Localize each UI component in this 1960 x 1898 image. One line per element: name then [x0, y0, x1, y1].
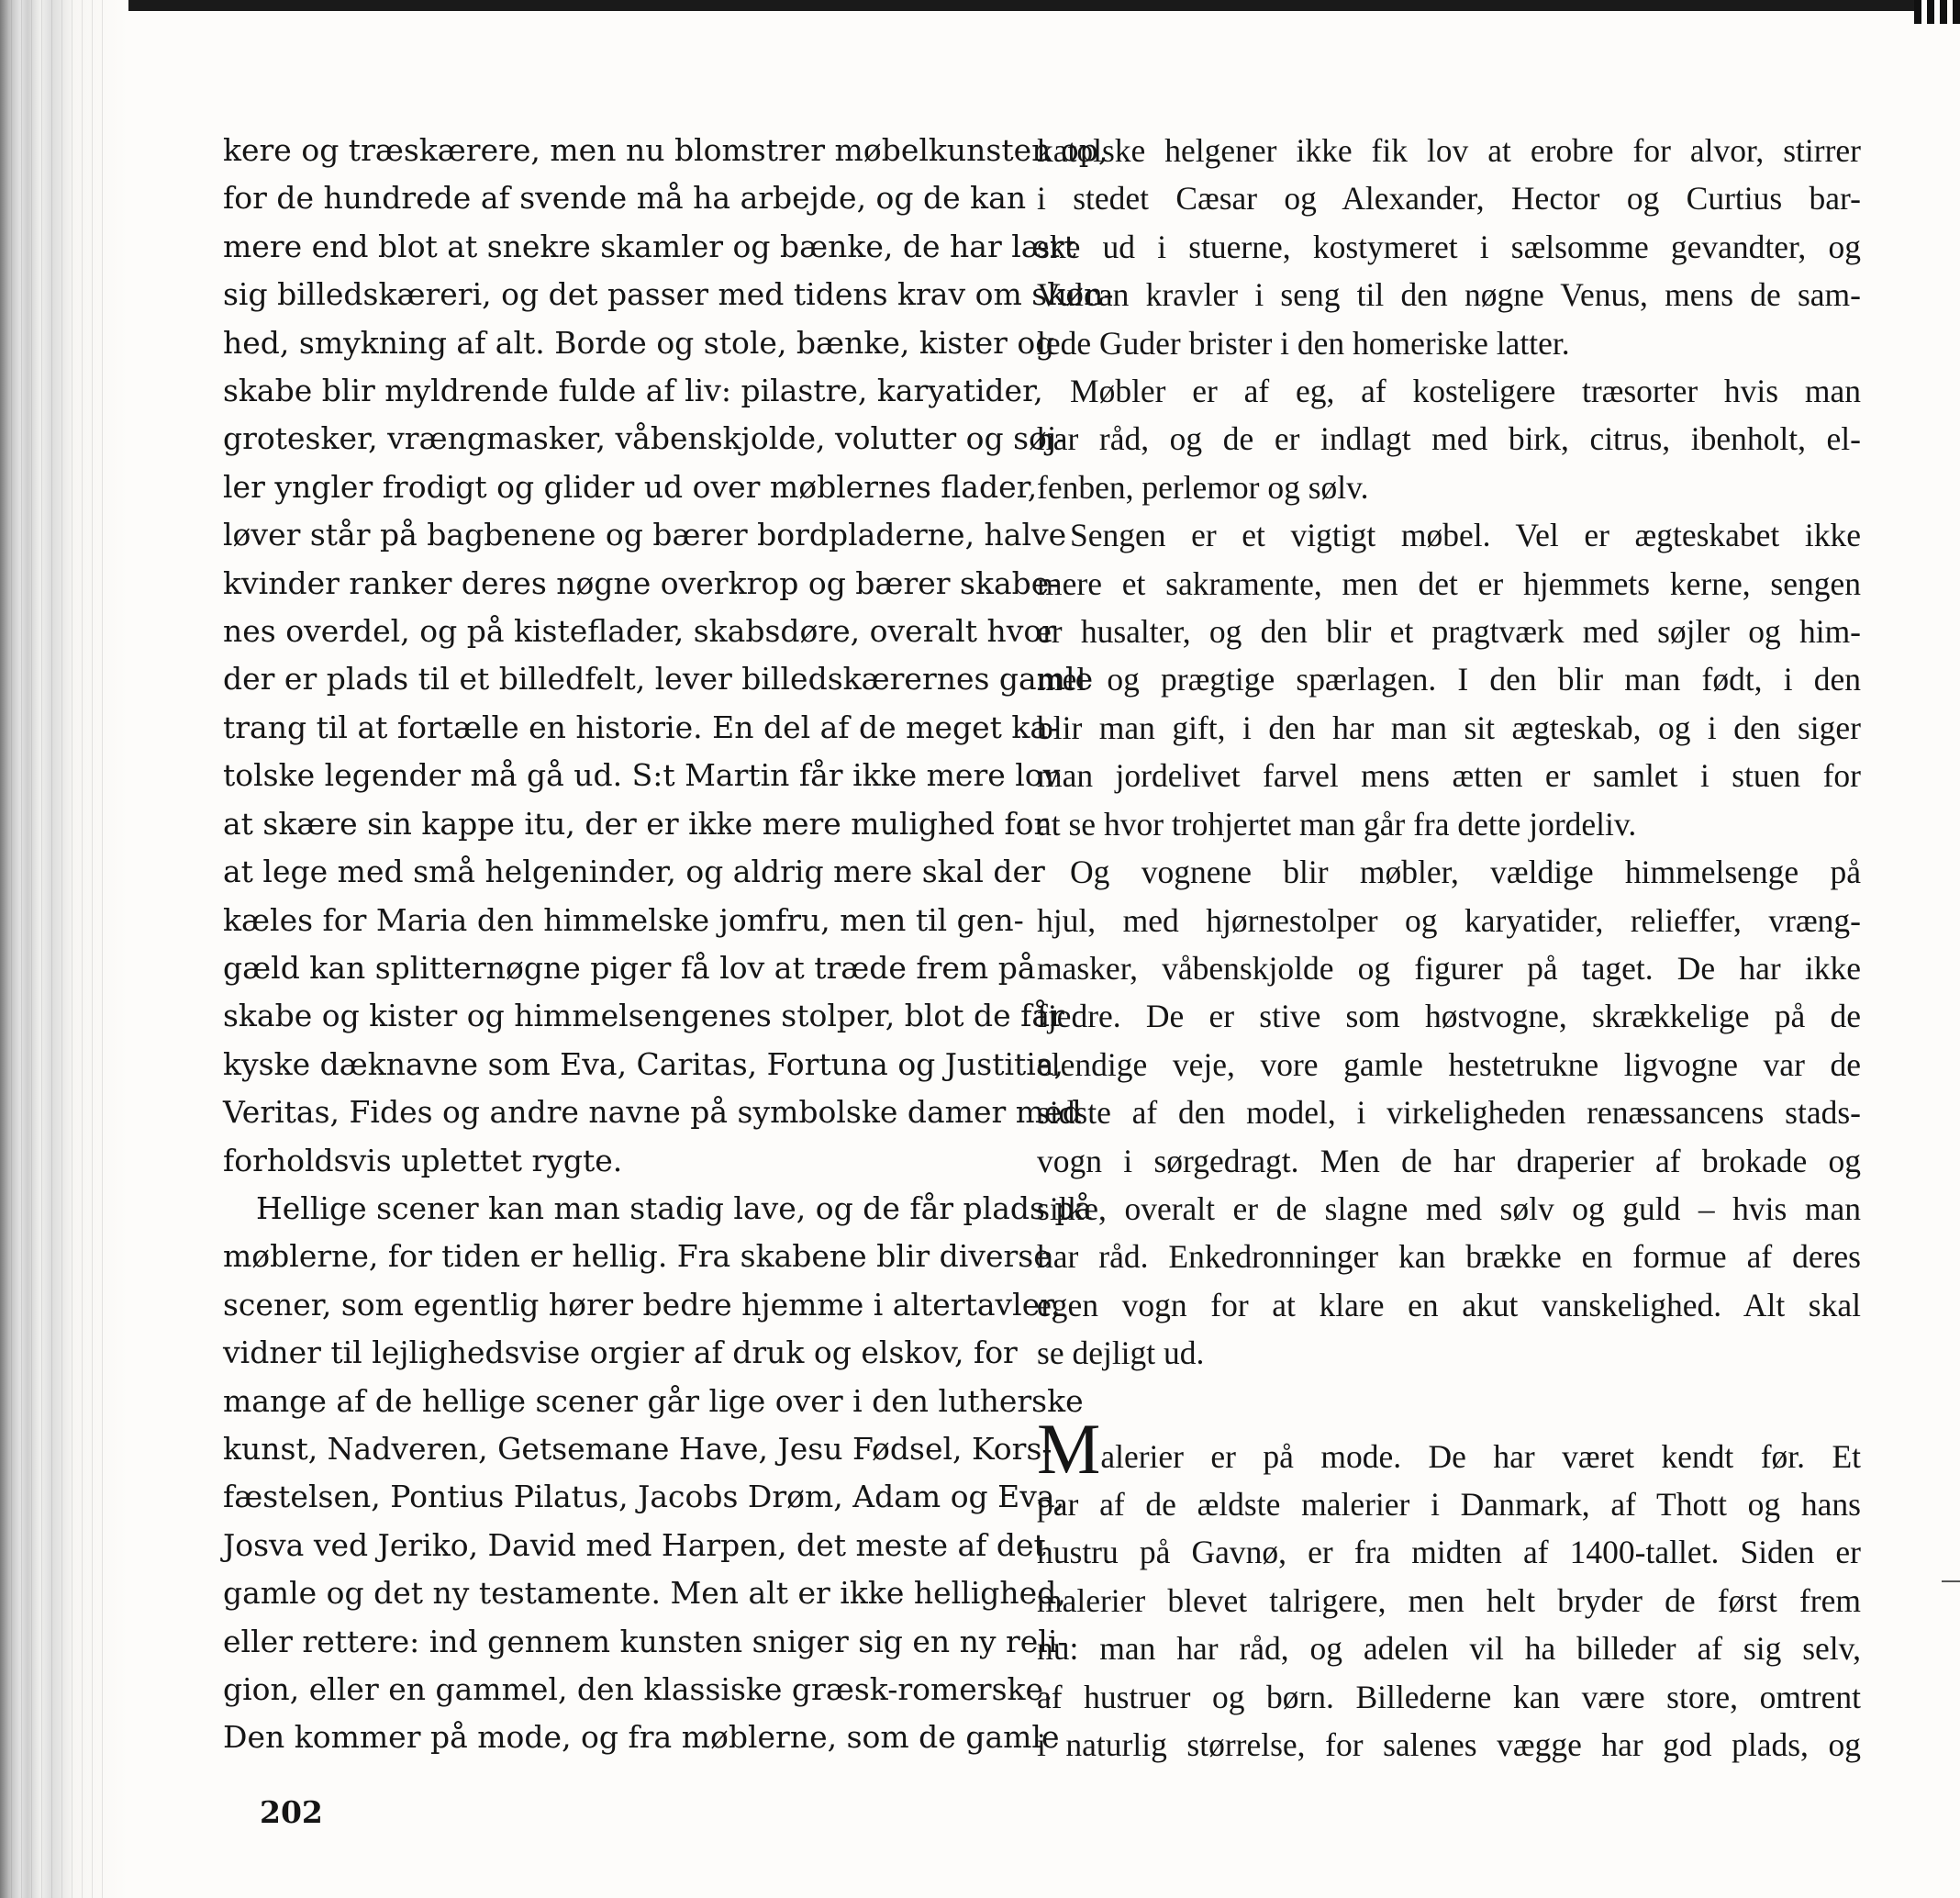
- text-line: i naturlig størrelse, for salenes vægge har god plads, og: [1037, 1726, 1861, 1763]
- text-line: masker, våbenskjolde og figurer på taget. De har ikke: [1037, 949, 1861, 987]
- page-top-edge: [0, 0, 1960, 11]
- text-line: kunst, Nadveren, Getsemane Have, Jesu Fødsel, Kors-: [223, 1430, 1052, 1467]
- page-number: 202: [260, 1794, 323, 1830]
- text-line: sidste af den model, i virkeligheden renæssancens stads-: [1037, 1094, 1861, 1132]
- text-line: gæld kan splitternøgne piger få lov at træde frem på: [223, 949, 1036, 986]
- text-line: vogn i sørgedragt. Men de har draperier af brokade og: [1037, 1142, 1861, 1179]
- right-text-column: [1037, 127, 1861, 1769]
- page-stack-lines: [11, 0, 112, 1898]
- text-line: par af de ældste malerier i Danmark, af Thott og hans: [1037, 1485, 1861, 1523]
- text-line: er husalter, og den blir et pragtværk med søjler og him-: [1037, 613, 1861, 651]
- text-line: egen vogn for at klare en akut vanskelighed. Alt skal: [1037, 1286, 1861, 1323]
- margin-mark: [1942, 1580, 1960, 1582]
- text-line: ske ud i stuerne, kostymeret i sælsomme gevandter, og: [1037, 228, 1861, 265]
- left-paragraph-1: [223, 127, 1114, 1185]
- text-line: eller rettere: ind gennem kunsten sniger sig en ny reli-: [223, 1623, 1068, 1659]
- text-line: trang til at fortælle en historie. En del af de meget ka-: [223, 709, 1059, 745]
- text-line: har råd, og de er indlagt med birk, citrus, ibenholt, el-: [1037, 420, 1861, 458]
- text-line: Vulcan kravler i seng til den nøgne Venus, mens de sam-: [1037, 276, 1861, 314]
- text-line: forholdsvis uplettet rygte.: [223, 1142, 623, 1178]
- left-text-column: [223, 127, 1114, 1762]
- text-line: hjul, med hjørnestolper og karyatider, relieffer, vræng-: [1037, 901, 1861, 939]
- text-line: Josva ved Jeriko, David med Harpen, det meste af det: [223, 1526, 1046, 1563]
- text-line: Sengen er et vigtigt møbel. Vel er ægteskabet ikke: [1070, 517, 1861, 554]
- text-line: gamle og det ny testamente. Men alt er ikke hellighed,: [223, 1575, 1066, 1612]
- section-malerier: [1037, 1408, 1861, 1770]
- right-paragraph-1: [1037, 127, 1861, 367]
- text-line: Hellige scener kan man stadig lave, og de får plads på: [256, 1189, 1093, 1226]
- text-line: vidner til lejlighedsvise orgier af druk og elskov, for: [223, 1334, 1018, 1371]
- text-line: Og vognene blir møbler, vældige himmelsenge på: [1070, 854, 1861, 891]
- text-line: malerier blevet talrigere, men helt bryder de først frem: [1037, 1581, 1861, 1619]
- text-line: kvinder ranker deres nøgne overkrop og bærer skabe-: [223, 564, 1060, 601]
- text-line: Den kommer på mode, og fra møblerne, som de gamle: [223, 1719, 1060, 1756]
- text-line: skabe blir myldrende fulde af liv: pilastre, karyatider,: [223, 373, 1043, 409]
- drop-cap-line-text: alerier er på mode. De har været kendt før. Et: [1100, 1437, 1861, 1475]
- text-line: lede Guder brister i den homeriske latter.: [1037, 324, 1570, 362]
- text-line: ler yngler frodigt og glider ud over møblernes flader,: [223, 468, 1038, 505]
- text-line: at lege med små helgeninder, og aldrig mere skal der: [223, 854, 1045, 890]
- text-line: sig billedskæreri, og det passer med tidens krav om skøn-: [223, 276, 1114, 313]
- text-line: se dejligt ud.: [1037, 1334, 1205, 1372]
- text-line: scener, som egentlig hører bedre hjemme i altertavler,: [223, 1286, 1061, 1323]
- text-line: [1037, 1408, 1861, 1489]
- text-line: kæles for Maria den himmelske jomfru, men til gen-: [223, 901, 1024, 938]
- text-line: mel og prægtige spærlagen. I den blir man født, i den: [1037, 661, 1861, 698]
- section-break: [1037, 1378, 1861, 1425]
- text-line: Møbler er af eg, af kosteligere træsorter hvis man: [1070, 373, 1861, 410]
- text-line: møblerne, for tiden er hellig. Fra skabene blir diverse: [223, 1238, 1052, 1275]
- text-line: mange af de hellige scener går lige over i den lutherske: [223, 1382, 1084, 1419]
- text-line: grotesker, vrængmasker, våbenskjolde, volutter og søj-: [223, 420, 1067, 457]
- drop-cap: M: [1037, 1408, 1101, 1489]
- text-line: der er plads til et billedfelt, lever billedskærernes gamle: [223, 661, 1094, 698]
- text-line: i stedet Cæsar og Alexander, Hector og Curtius bar-: [1037, 180, 1861, 218]
- text-line: fæstelsen, Pontius Pilatus, Jacobs Drøm, Adam og Eva,: [223, 1479, 1065, 1515]
- text-line: mere et sakramente, men det er hjemmets kerne, sengen: [1037, 564, 1861, 602]
- text-line: at skære sin kappe itu, der er ikke mere mulighed for: [223, 805, 1049, 842]
- text-line: løver står på bagbenene og bærer bordpladerne, halve: [223, 517, 1067, 553]
- text-line: af hustruer og børn. Billederne kan være store, omtrent: [1037, 1678, 1861, 1715]
- text-line: har råd. Enkedronninger kan brække en formue af deres: [1037, 1238, 1861, 1276]
- right-paragraph-4: [1037, 848, 1861, 1377]
- right-paragraph-2: [1037, 367, 1861, 511]
- text-line: hed, smykning af alt. Borde og stole, bænke, kister og: [223, 324, 1055, 361]
- text-line: hustru på Gavnø, er fra midten af 1400-tallet. Siden er: [1037, 1534, 1861, 1571]
- right-paragraph-3: [1037, 511, 1861, 848]
- text-line: silke, overalt er de slagne med sølv og guld – hvis man: [1037, 1189, 1861, 1227]
- text-line: Veritas, Fides og andre navne på symbolske damer med: [223, 1094, 1082, 1131]
- text-line: gion, eller en gammel, den klassiske græsk-romerske.: [223, 1671, 1053, 1707]
- text-line: fjedre. De er stive som høstvogne, skrækkelige på de: [1037, 998, 1861, 1035]
- text-line: fenben, perlemor og sølv.: [1037, 468, 1369, 506]
- text-line: kere og træskærere, men nu blomstrer møbelkunsten op,: [223, 132, 1108, 168]
- left-paragraph-2: [223, 1185, 1093, 1762]
- text-line: for de hundrede af svende må ha arbejde, og de kan: [223, 180, 1027, 217]
- text-line: blir man gift, i den har man sit ægteskab, og i den siger: [1037, 709, 1861, 746]
- text-line: nu: man har råd, og adelen vil ha billeder af sig selv,: [1037, 1630, 1861, 1668]
- text-line: kyske dæknavne som Eva, Caritas, Fortuna og Justitia,: [223, 1045, 1064, 1082]
- text-line: tolske legender må gå ud. S:t Martin får ikke mere lov: [223, 757, 1061, 794]
- page-corner-marks: [1914, 0, 1960, 24]
- text-line: man jordelivet farvel mens ætten er samlet i stuen for: [1037, 757, 1861, 795]
- text-line: katolske helgener ikke fik lov at erobre for alvor, stirrer: [1037, 132, 1861, 169]
- text-line: at se hvor trohjertet man går fra dette jordeliv.: [1037, 805, 1637, 843]
- text-line: nes overdel, og på kisteflader, skabsdøre, overalt hvor: [223, 613, 1056, 650]
- text-line: elendige veje, vore gamle hestetrukne ligvogne var de: [1037, 1045, 1861, 1083]
- text-line: skabe og kister og himmelsengenes stolper, blot de får: [223, 998, 1064, 1034]
- text-line: mere end blot at snekre skamler og bænke, de har lært: [223, 228, 1076, 264]
